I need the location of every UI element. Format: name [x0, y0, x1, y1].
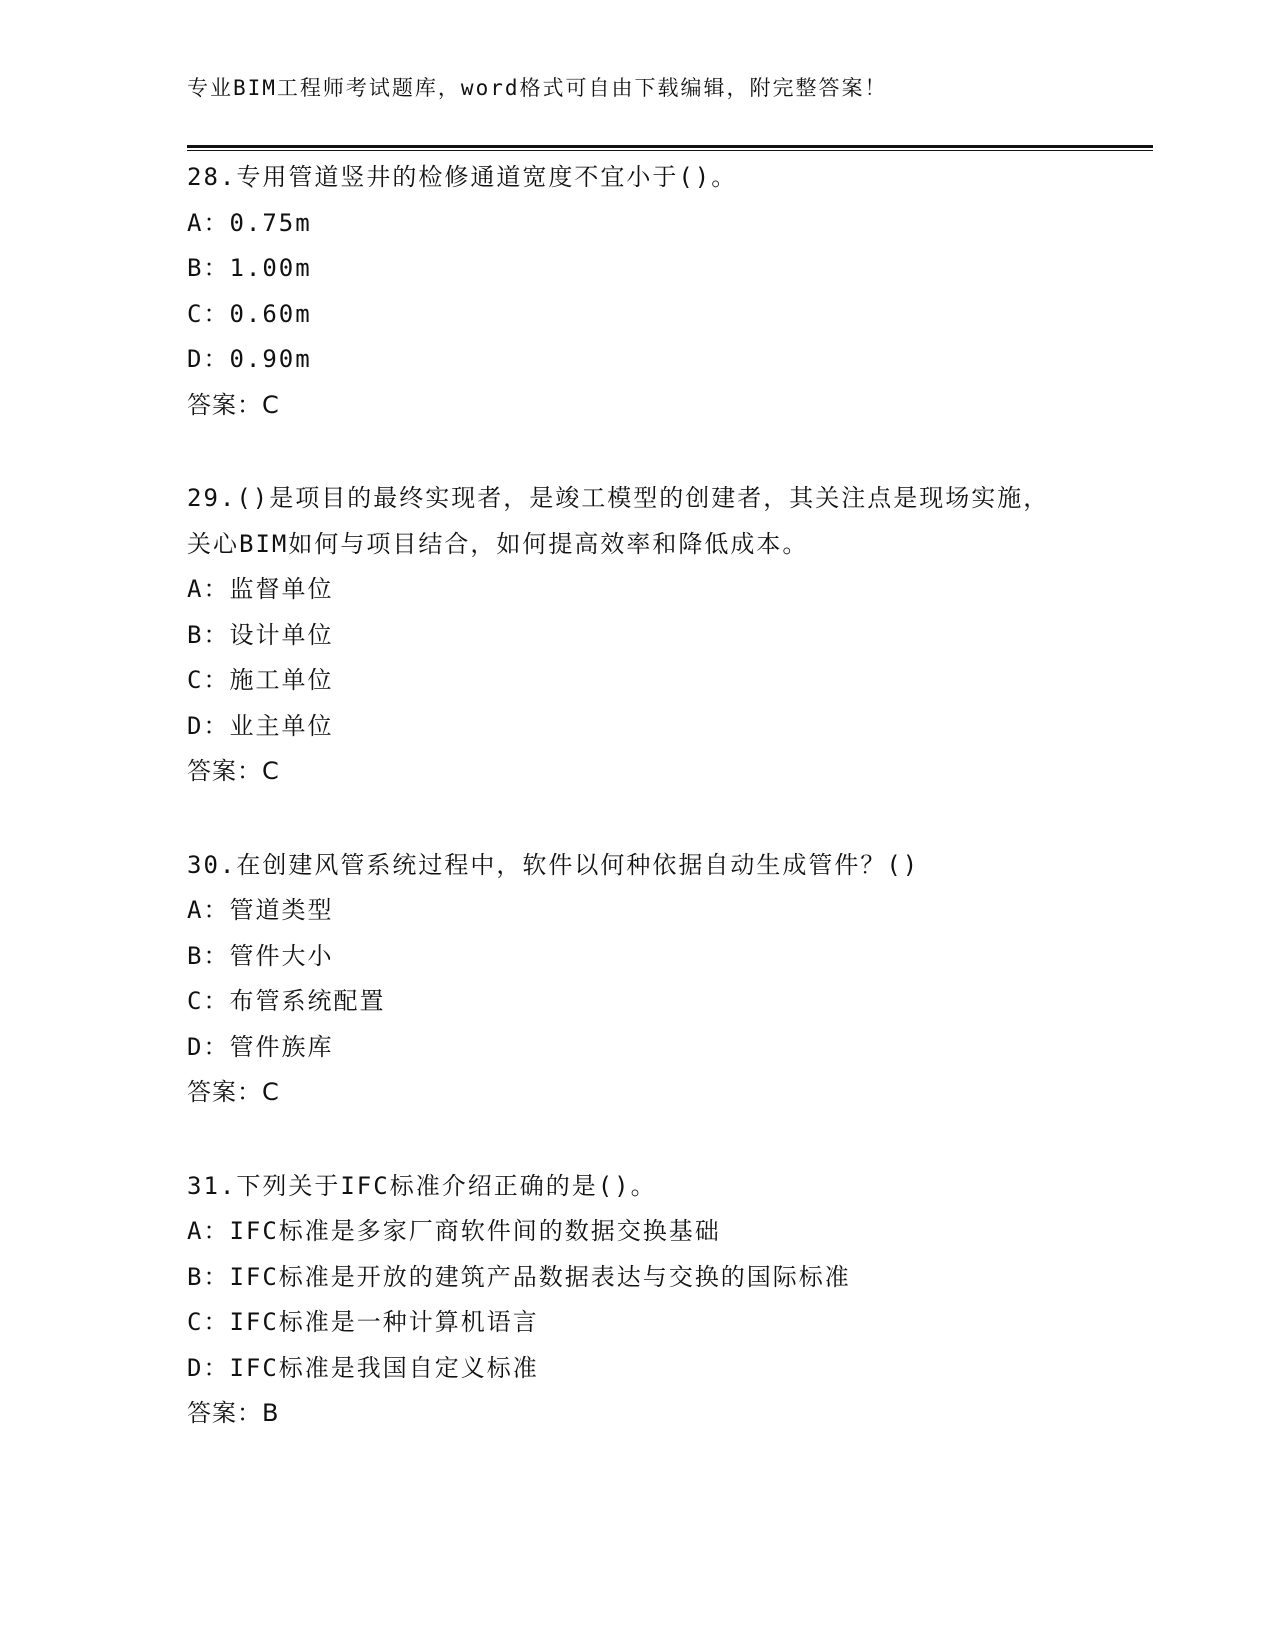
option-b: B：1.00m [187, 254, 312, 282]
question-stem: 30.在创建风管系统过程中，软件以何种依据自动生成管件？() [187, 850, 920, 879]
option-c: C：施工单位 [187, 666, 334, 694]
question-28 [187, 155, 1153, 428]
option-c: C：布管系统配置 [187, 987, 386, 1015]
question-stem: 28.专用管道竖井的检修通道宽度不宜小于()。 [187, 163, 738, 191]
answer-line: 答案：C [187, 1078, 280, 1106]
question-stem: 29.()是项目的最终实现者，是竣工模型的创建者，其关注点是现场实施，关心BIM如何与项目结合，如何提高效率和降低成本。 [187, 484, 1050, 558]
option-b: B：IFC标准是开放的建筑产品数据表达与交换的国际标准 [187, 1262, 851, 1291]
option-c: C：0.60m [187, 299, 312, 328]
question-stem: 31.下列关于IFC标准介绍正确的是()。 [187, 1171, 657, 1200]
option-a: A：管道类型 [187, 896, 334, 924]
option-d: D：IFC标准是我国自定义标准 [187, 1353, 539, 1382]
answer-line: 答案：B [187, 1399, 280, 1427]
option-b: B：设计单位 [187, 620, 334, 649]
option-a: A：监督单位 [187, 575, 334, 603]
option-b: B：管件大小 [187, 941, 334, 970]
question-list [187, 155, 1153, 1485]
option-d: D：业主单位 [187, 711, 334, 740]
option-a: A：0.75m [187, 208, 312, 237]
option-c: C：IFC标准是一种计算机语言 [187, 1308, 539, 1336]
answer-line: 答案：C [187, 390, 280, 419]
question-31 [187, 1164, 1153, 1437]
page-header: 专业BIM工程师考试题库，word格式可自由下载编辑，附完整答案！ [187, 76, 888, 100]
option-d: D：0.90m [187, 345, 312, 373]
option-a: A：IFC标准是多家厂商软件间的数据交换基础 [187, 1217, 721, 1245]
question-30 [187, 843, 1153, 1116]
question-29 [187, 476, 1153, 795]
header-divider [187, 145, 1153, 151]
answer-line: 答案：C [187, 757, 280, 785]
option-d: D：管件族库 [187, 1032, 334, 1061]
